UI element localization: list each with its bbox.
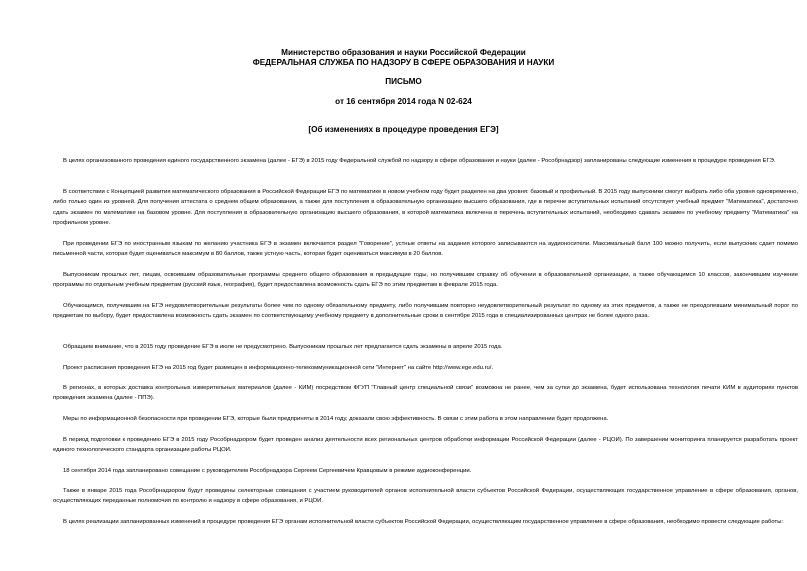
document-subject: [Об изменениях в процедуре проведения ЕГЭ] — [308, 125, 499, 134]
paragraph-foreign-languages: При проведении ЕГЭ по иностранным языкам по желанию участника ЕГЭ в экзамен включается раздел "Говорение", устные ответы на задания которого записываются на аудионосители. Максимальный балл 100 можно получить, если выпускник сдает помимо письменной части, которая будет оцениваться максимум в 80 баллов, также устную часть, которая будет оцениваться максимум в 20 баллов. — [53, 241, 798, 258]
document-date-number: от 16 сентября 2014 года N 02-624 — [335, 97, 472, 106]
paragraph-math-levels: В соответствии с Концепцией развития математического образования в Российской Федерации ЕГЭ по математике в новом учебном году будет разделен на два уровня: базовый и профильный. В 2015 году выпускники смогут выбрать либо оба уровня одновременно, либо только один из уровней. Для получения аттестата о среднем общем образовании, а также для поступления в образовательную организацию высшего образования, где в перечне вступительных испытаний отсутствует учебный предмет "Математика", достаточно сдать экзамен по математике на базовом уровне. Для поступления в образовательную организацию высшего образования, в которой математика включена в перечень вступительных испытаний, необходимо сдавать экзамен по учебному предмету "Математика" на профильном уровне. — [53, 189, 798, 227]
paragraph-previous-graduates: Выпускникам прошлых лет, лицам, освоившим образовательные программы среднего общего образования в предыдущие годы, но получившим справку об обучении в образовательной организации, а также обучающимся 10 классов, закончившим изучение программы по отдельным учебным предметам (русский язык, география), будет предоставлена возможность сдать ЕГЭ по этим предметам в феврале 2015 года. — [53, 272, 798, 289]
paragraph-schedule: Проект расписания проведения ЕГЭ на 2015 год будет размещен в информационно-телекоммуникационной сети "Интернет" на сайте http://www.ege.edu.ru/. — [63, 365, 494, 371]
service-name: ФЕДЕРАЛЬНАЯ СЛУЖБА ПО НАДЗОРУ В СФЕРЕ ОБРАЗОВАНИЯ И НАУКИ — [252, 58, 555, 67]
document-type: ПИСЬМО — [385, 77, 422, 86]
paragraph-rcoi-analysis: В период подготовки к проведению ЕГЭ в 2015 году Рособрнадзором будет проведен анализ деятельности всех региональных центров обработки информации Российской Федерации (далее - РЦОИ). По завершении мониторинга планируется разработать проект единого технологического стандарта организации работы РЦОИ. — [53, 437, 798, 454]
paragraph-retake: Обучающимся, получившим на ЕГЭ неудовлетворительные результаты более чем по одному обязательному предмету, либо получившим повторно неудовлетворительный результат по одному из этих предметов, а также не преодолевшим минимальный порог по предметам по выбору, будет предоставлена возможность сдать экзамен по соответствующему учебному предмету в дополнительные сроки в сентябре 2015 года в специализированных центрах не более одного раза. — [53, 303, 798, 320]
paragraph-meeting: 18 сентября 2014 года запланировано совещание с руководителем Рособрнадзора Сергеем Сергеевичем Кравцовым в режиме аудиоконференции. — [63, 468, 472, 474]
paragraph-required-works: В целях реализации запланированных изменений в процедуре проведения ЕГЭ органам исполнительной власти субъектов Российской Федерации, осуществляющим государственное управление в сфере образования, необходимо провести следующие работы: — [63, 519, 784, 525]
paragraph-selector-meetings: Также в январе 2015 года Рособрнадзором будут проведены селекторные совещания с участием руководителей органов исполнительной власти субъектов Российской Федерации, осуществляющих государственное управление в сфере образования, органов, осуществляющих переданные полномочия по контролю и надзору в сфере образования, и РЦОИ. — [53, 488, 798, 505]
paragraph-security: Меры по информационной безопасности при проведении ЕГЭ, которые были предприняты в 2014 году, доказали свою эффективность. В связи с этим работа в этом направлении будет продолжена. — [63, 416, 609, 422]
ministry-name: Министерство образования и науки Российской Федерации — [281, 48, 526, 57]
paragraph-july: Обращаем внимание, что в 2015 году проведение ЕГЭ в июле не предусмотрено. Выпускникам прошлых лет предлагается сдать экзамены в апреле 2015 года. — [63, 344, 503, 350]
paragraph-intro: В целях организованного проведения единого государственного экзамена (далее - ЕГЭ) в 2015 году Федеральной службой по надзору в сфере образования и науки (далее - Рособрнадзор) запланированы следующие изменения в процедуре проведения ЕГЭ. — [63, 158, 776, 164]
paragraph-kim-printing: В регионах, в которых доставка контрольных измерительных материалов (далее - КИМ) посредством ФГУП "Главный центр специальной связи" возможна не ранее, чем за сутки до экзамена, будет использована технология печати КИМ в аудиториях пунктов проведения экзамена (далее - ППЭ). — [53, 385, 798, 402]
